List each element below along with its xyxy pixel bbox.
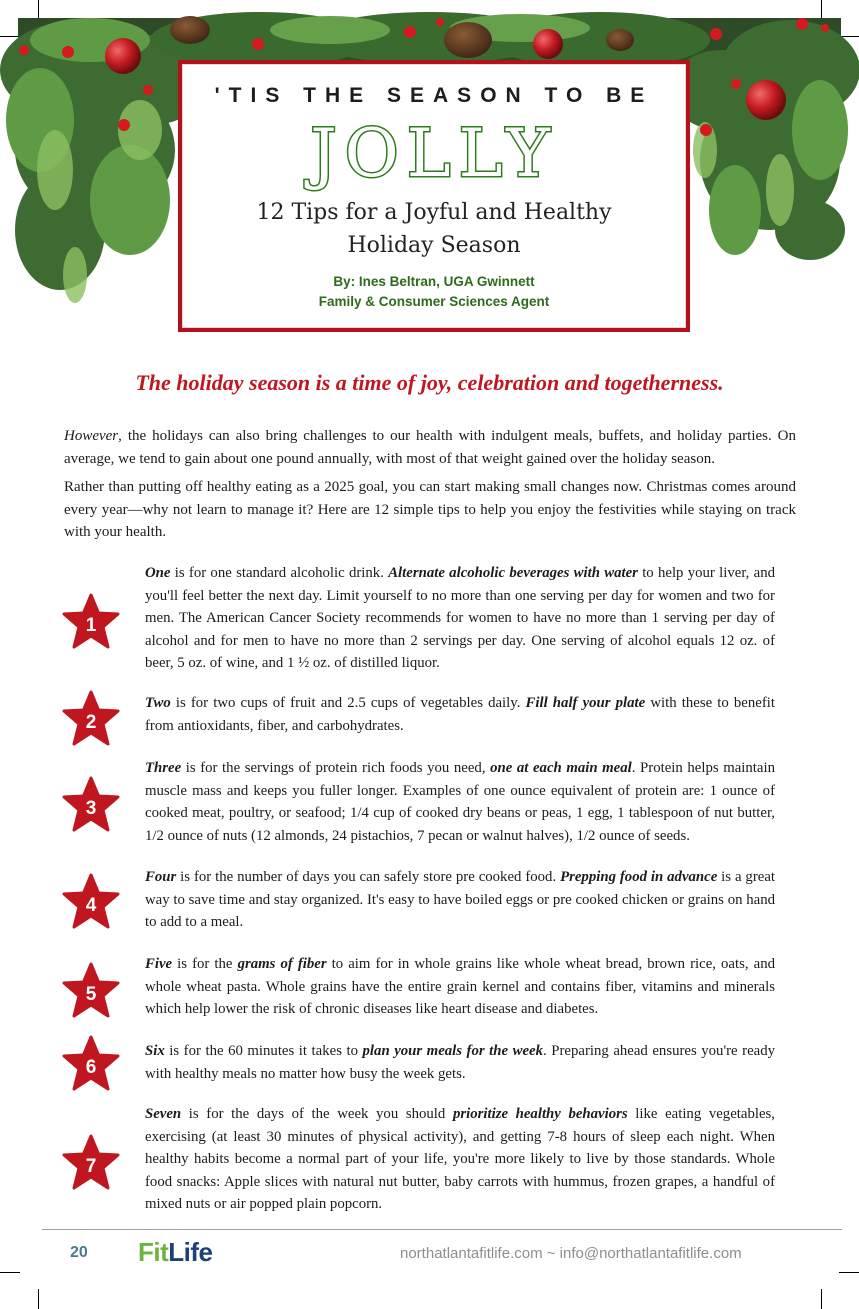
title-jolly: JOLLY xyxy=(310,115,558,192)
lead-headline: The holiday season is a time of joy, celebration and togetherness. xyxy=(135,370,724,395)
tip-star-number: 6 xyxy=(85,1057,97,1078)
title-box xyxy=(178,60,690,332)
fitlife-logo xyxy=(138,1237,213,1268)
subtitle xyxy=(182,196,686,262)
tip-text: to aim for in whole grains like whole wheat bread, brown rice, oats, and whole wheat pasta. Whole grains have the entire grain kernel and contains fiber, vitamins and minerals which help lower the risk of chronic diseases like heart disease and diabetes. xyxy=(145,956,775,1017)
tip-highlight: grams of fiber xyxy=(237,956,327,972)
tip-text: . Preparing ahead ensures you're ready with healthy meals no matter how busy the week gets. xyxy=(145,1043,776,1082)
tip-star-number: 1 xyxy=(85,615,97,636)
tip-star-number: 2 xyxy=(85,712,97,733)
tip-star-number: 7 xyxy=(85,1156,97,1177)
tip-highlight: Prepping food in advance xyxy=(560,869,718,885)
tip-text: with these to benefit from antioxidants, fiber, and carbohydrates. xyxy=(145,695,775,734)
crop-mark xyxy=(839,1272,859,1273)
tip-paragraph xyxy=(145,692,775,737)
tip-number-word: Two xyxy=(145,695,171,711)
byline-role: Family & Consumer Sciences Agent xyxy=(318,294,550,309)
tip-star-badge xyxy=(62,962,120,1018)
tip-paragraph xyxy=(145,757,775,847)
tip-highlight: Alternate alcoholic beverages with water xyxy=(388,565,638,581)
byline xyxy=(182,272,686,312)
tip-paragraph xyxy=(145,953,775,1021)
tip-number-word: Four xyxy=(145,869,177,885)
tip-highlight: one at each main meal xyxy=(490,760,632,776)
logo-life: Life xyxy=(168,1237,213,1267)
logo-fit: Fit xyxy=(138,1237,169,1267)
tip-text: to help your liver, and you'll feel better the next day. Limit yourself to no more than one serving per day for women and two for men. The American Cancer Society recommends for women to have no more than 1 serving per day of alcohol and for men to have no more than 2 servings per day. One serving of alcohol equals 12 oz. of beer, 5 oz. of wine, and 1 ½ oz. of distilled liquor. xyxy=(145,565,775,671)
tip-highlight: Fill half your plate xyxy=(525,695,646,711)
tip-text: is for the xyxy=(172,956,238,972)
tip-star-number: 4 xyxy=(85,895,97,916)
tip-paragraph xyxy=(145,866,775,934)
footer-divider xyxy=(42,1229,842,1230)
tip-text: . Protein helps maintain muscle mass and keeps you fuller longer. Examples of one ounce equivalent of protein are: 1 ounce of cooked meat, poultry, or seafood; 1/4 cup of cooked dry beans or peas, 1 egg, 1 tablespoon of nut butter, 1/2 ounce of nuts (12 almonds, 24 pistachios, 7 pecan or walnut halves), 1/2 ounce of seeds. xyxy=(145,760,775,844)
tip-number-word: Five xyxy=(145,956,173,972)
tip-star-number: 5 xyxy=(85,984,97,1005)
tip-star-badge xyxy=(62,873,120,929)
crop-mark xyxy=(0,1272,20,1273)
tip-highlight: prioritize healthy behaviors xyxy=(452,1106,628,1122)
tip-star-badge xyxy=(62,690,120,746)
subtitle-line: 12 Tips for a Joyful and Healthy xyxy=(256,200,612,225)
tip-number-word: One xyxy=(145,565,171,581)
crop-mark xyxy=(821,1289,822,1309)
subtitle-line: Holiday Season xyxy=(347,233,521,258)
page-number: 20 xyxy=(70,1244,88,1261)
intro-paragraph-2: Rather than putting off healthy eating as a 2025 goal, you can start making small changes now. Christmas comes around every year—why not learn to manage it? Here are 12 simple tips to help you enjoy the festivities while staying on track with your health. xyxy=(64,479,796,540)
tip-star-badge xyxy=(62,776,120,832)
tip-paragraph xyxy=(145,1103,775,1216)
tip-text: is for the days of the week you should xyxy=(181,1106,453,1122)
tip-number-word: Six xyxy=(145,1043,165,1059)
tip-text: like eating vegetables, exercising (at least 30 minutes of physical activity), and getting 7-8 hours of sleep each night. When healthy habits become a normal part of your life, you're more likely to live by those standards. Whole food snacks: Apple slices with natural nut butter, baby carrots with hummus, frozen grapes, a handful of mixed nuts or air popped plain popcorn. xyxy=(145,1106,775,1212)
title-kicker: 'TIS THE SEASON TO BE xyxy=(214,84,654,107)
tip-highlight: plan your meals for the week xyxy=(362,1043,544,1059)
tip-star-badge xyxy=(62,1035,120,1091)
tip-number-word: Three xyxy=(145,760,182,776)
tip-paragraph xyxy=(145,562,775,675)
tip-star-badge xyxy=(62,593,120,649)
tip-text: is a great way to save time and stay organized. It's easy to have boiled eggs or pre cooked chicken or grains on hand to add to a meal. xyxy=(145,869,776,930)
tip-paragraph xyxy=(145,1040,775,1085)
intro-paragraph-1 xyxy=(64,425,796,470)
byline-author: By: Ines Beltran, UGA Gwinnett xyxy=(333,274,535,289)
tip-star-badge xyxy=(62,1134,120,1190)
tip-text: is for the 60 minutes it takes to xyxy=(164,1043,363,1059)
crop-mark xyxy=(38,1289,39,1309)
tip-text: is for the number of days you can safely store pre cooked food. xyxy=(176,869,561,885)
intro-emphasis: However xyxy=(64,428,119,444)
footer-contact[interactable]: northatlantafitlife.com ~ info@northatlantafitlife.com xyxy=(400,1245,742,1262)
tip-number-word: Seven xyxy=(145,1106,182,1122)
tip-text: is for the servings of protein rich foods you need, xyxy=(181,760,491,776)
intro-text: , the holidays can also bring challenges to our health with indulgent meals, buffets, and holiday parties. On average, we tend to gain about one pound annually, with most of that weight gained over the holiday season. xyxy=(64,428,796,467)
tip-text: is for one standard alcoholic drink. xyxy=(170,565,389,581)
tip-text: is for two cups of fruit and 2.5 cups of vegetables daily. xyxy=(170,695,526,711)
tip-star-number: 3 xyxy=(85,798,97,819)
